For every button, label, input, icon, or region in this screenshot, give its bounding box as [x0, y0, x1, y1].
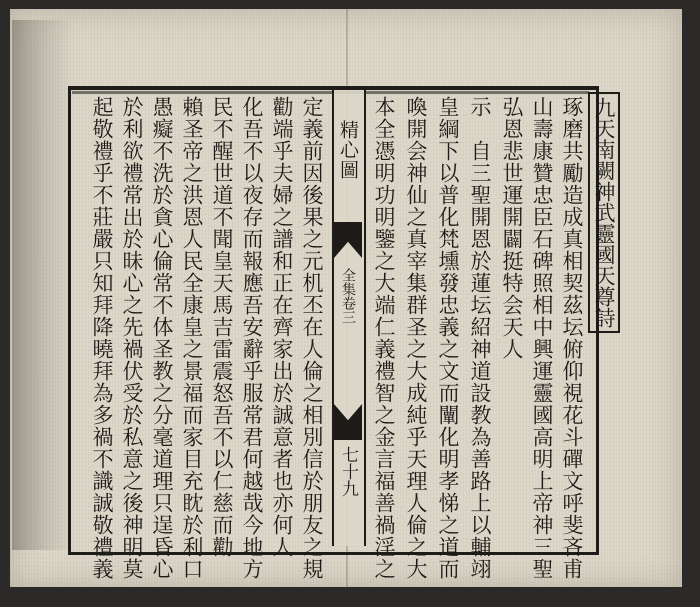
text-column: 愚癡不洗於貪心倫常不体圣教之分毫道理只逞昏心	[150, 96, 174, 580]
text-column: 本全憑明功明鑒之大端仁義禮智之金言福善禍淫之	[372, 96, 396, 580]
text-column: 喚開会神仙之真宰集群圣之大成純乎天理人倫之大	[404, 96, 428, 580]
text-column: 琢磨共勵造成真相契茲坛俯仰視花斗磾文呼斐吝甫	[560, 96, 584, 580]
text-column: 民不醒世道不聞皇天馬吉雷震怒吾不以仁慈而勸	[210, 96, 234, 558]
poem-title: 九天南闕神武靈國天尊詩	[588, 92, 620, 333]
collection-label: 全集卷三	[340, 268, 356, 324]
text-column: 弘恩悲世運開闢挺特会天人	[500, 96, 524, 360]
folio-number: 七十九	[338, 446, 358, 497]
text-column: 起敬禮乎不莊嚴只知拜降曉拜為多禍不識誠敬禮義	[90, 96, 114, 580]
text-column: 示 自三聖開恩於蓮坛紹神道設教為善路上以輔翊	[468, 96, 492, 580]
text-column: 山壽康贊忠臣石碑照相中興運靈國高明上帝神三聖	[530, 96, 554, 580]
text-column: 賴圣帝之洪恩人民全康皇之景福而家目充眈於利口	[180, 96, 204, 580]
text-column: 勸端乎夫婦之譜和正在齊家出於誠意者也亦何人	[270, 96, 294, 558]
section-title: 精心圖	[337, 120, 359, 180]
text-column: 皇綱下以普化梵壎發忠義之文而闡化明孝悌之道而	[436, 96, 460, 580]
left-margin-shadow	[12, 20, 74, 550]
text-column: 於利欲禮常出於昧心之先禍伏受於私意之後神明莫	[120, 96, 144, 580]
text-column: 化吾不以夜存而報應吾安辭乎服常君何越哉今地方	[240, 96, 264, 580]
frame-top-rule	[72, 91, 589, 94]
text-column: 定義前因後果之元机丕在人倫之相別信於朋友之規	[300, 96, 324, 580]
